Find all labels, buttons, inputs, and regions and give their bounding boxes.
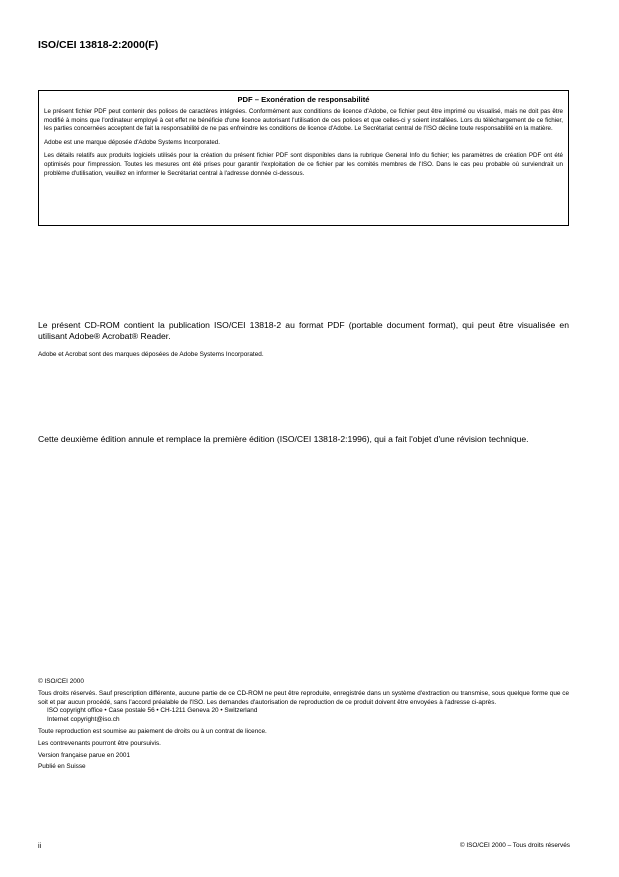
document-title: ISO/CEI 13818-2:2000(F)	[38, 39, 159, 51]
offenders-notice: Les contrevenants pourront être poursuivis.	[38, 739, 161, 747]
trademark-note: Adobe et Acrobat sont des marques déposées de Adobe Systems Incorporated.	[38, 351, 264, 358]
copyright-notice: © ISO/CEI 2000	[38, 678, 84, 685]
disclaimer-paragraph-fonts: Le présent fichier PDF peut contenir des polices de caractères intégrées. Conformément aux conditions de licence d'Adobe, ce fichier peut être imprimé ou visualisé, mais ne doit pas être modifié à moins que l'ordinateur employé à cet effet ne bénéficie d'une licence autorisant l'utilisation de ces polices et que celles-ci y soient installées. Lors du téléchargement de ce fichier, les parties concernées acceptent de fait la responsabilité de ne pas enfreindre les conditions de licence d'Adobe. Le Secrétariat central de l'ISO décline toute responsabilité en la matière.	[44, 108, 563, 133]
page-number: ii	[38, 841, 42, 850]
disclaimer-paragraph-trademark: Adobe est une marque déposée d'Adobe Systems Incorporated.	[44, 138, 220, 146]
iso-address: ISO copyright office • Case postale 56 • CH-1211 Geneva 20 • Switzerland	[47, 707, 258, 715]
cdrom-description: Le présent CD-ROM contient la publication ISO/CEI 13818-2 au format PDF (portable document format), qui peut être visualisée en utilisant Adobe® Acrobat® Reader.	[38, 320, 569, 341]
edition-note: Cette deuxième édition annule et remplace la première édition (ISO/CEI 13818-2:1996), qui a fait l'objet d'une révision technique.	[38, 434, 529, 444]
footer-copyright: © ISO/CEI 2000 – Tous droits réservés	[459, 842, 570, 849]
copyright-block	[38, 678, 569, 772]
version-notice: Version française parue en 2001	[38, 751, 131, 759]
published-notice: Publié en Suisse	[38, 763, 86, 771]
pdf-disclaimer-box	[38, 90, 569, 226]
disclaimer-paragraph-details: Les détails relatifs aux produits logiciels utilisés pour la création du présent fichier PDF sont disponibles dans la rubrique General Info du fichier; les paramètres de création PDF ont été optimisés pour l'impression. Toutes les mesures ont été prises pour garantir l'exploitation de ce fichier par les comités membres de l'ISO. Dans le cas peu probable où surviendrait un problème d'utilisation, veuillez en informer le Secrétariat central à l'adresse donnée ci-dessous.	[44, 152, 563, 177]
iso-email: Internet copyright@iso.ch	[47, 716, 120, 724]
payment-notice: Toute reproduction est soumise au paiement de droits ou à un contrat de licence.	[38, 727, 267, 735]
disclaimer-title: PDF – Exonération de responsabilité	[237, 95, 370, 104]
rights-reserved-text: Tous droits réservés. Sauf prescription différente, aucune partie de ce CD-ROM ne peut être reproduite, enregistrée dans un système d'extraction ou transmise, sous quelque forme que ce soit et par aucun procédé, sans l'accord préalable de l'ISO. Les demandes d'autorisation de reproduction de ce produit doivent être envoyées à l'adresse ci-après.	[38, 689, 569, 706]
